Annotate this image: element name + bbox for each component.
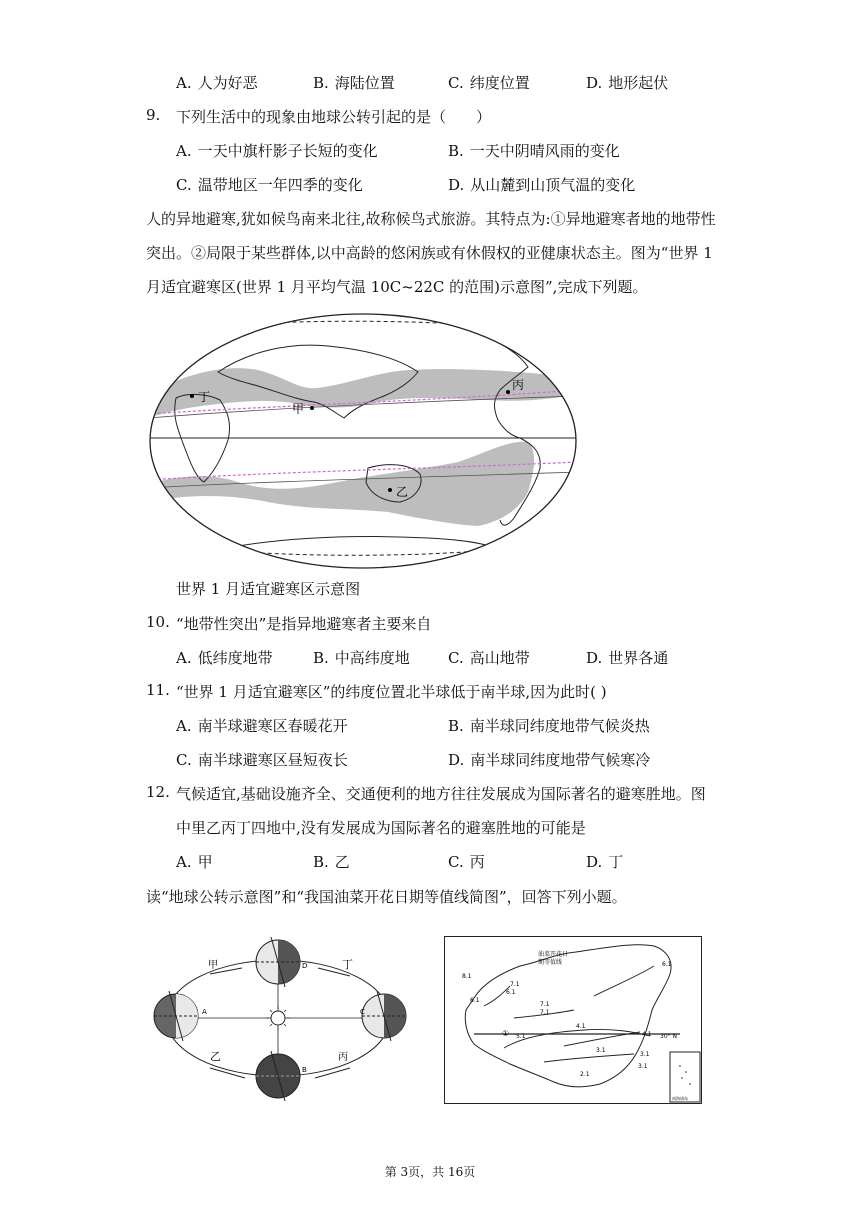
q12-option-b[interactable]: B. 乙	[313, 853, 350, 871]
q10-option-d[interactable]: D. 世界各通	[586, 649, 669, 667]
legend-line-1: 油菜开花日	[538, 951, 569, 958]
isoline-label-0: 8.1	[462, 973, 472, 980]
q11-number: 11.	[146, 681, 170, 699]
q8-option-d[interactable]: D. 地形起伏	[586, 74, 669, 92]
isoline-label-10: 4.1	[642, 1031, 652, 1038]
passage1-line-1: 人的异地避寒,犹如候鸟南来北往,故称候鸟式旅游。其特点为:①异地避寒者地的地带性	[146, 210, 716, 228]
q9-option-d[interactable]: D. 从山麓到山顶气温的变化	[448, 176, 636, 194]
q11-stem: “世界 1 月适宜避寒区”的纬度位置北半球低于南半球,因为此时( )	[176, 683, 607, 701]
q12-option-d[interactable]: D. 丁	[586, 853, 624, 871]
passage1-line-2: 突出。②局限于某些群体,以中高龄的悠闲族或有休假权的亚健康状态主。图为“世界 1	[146, 244, 713, 262]
isoline-label-6: 5.1	[516, 1033, 526, 1040]
world-winter-map	[148, 312, 578, 570]
q9-option-c[interactable]: C. 温带地区一年四季的变化	[176, 176, 363, 194]
q11-option-a[interactable]: A. 南半球避寒区春暖花开	[176, 717, 348, 735]
q10-stem: “地带性突出”是指异地避寒者主要来自	[176, 615, 432, 633]
isoline-label-5: 7.1	[540, 1009, 550, 1016]
orbit-label-d: D	[302, 962, 308, 970]
q12-stem-line-1: 气候适宜,基础设施齐全、交通便利的地方往往发展成为国际著名的避寒胜地。图	[176, 785, 706, 803]
passage2: 读“地球公转示意图”和“我国油菜开花日期等值线简图”，回答下列小题。	[146, 888, 627, 906]
map-label-yi: 乙	[396, 485, 409, 499]
map-label-ding: 丁	[198, 390, 211, 404]
q11-option-d[interactable]: D. 南半球同纬度地带气候寒冷	[448, 751, 651, 769]
q12-option-a[interactable]: A. 甲	[176, 853, 213, 871]
lat-label: 30° N	[660, 1033, 678, 1040]
map1-caption: 世界 1 月适宜避寒区示意图	[176, 580, 361, 598]
earth-revolution-diagram	[150, 932, 415, 1110]
q9-option-a[interactable]: A. 一天中旗杆影子长短的变化	[176, 142, 378, 160]
isoline-label-13: 6.1	[662, 961, 672, 968]
earth-position-d	[256, 937, 300, 987]
q12-option-c[interactable]: C. 丙	[448, 853, 485, 871]
orbit-label-a: A	[202, 1008, 207, 1016]
orbit-label-jia: 甲	[208, 960, 218, 971]
orbit-label-bing: 丙	[338, 1052, 348, 1063]
isoline-label-12: 3.1	[638, 1063, 648, 1070]
isoline-label-8: 3.1	[596, 1047, 606, 1054]
isoline-label-2: 6.1	[506, 989, 516, 996]
page-footer: 第 3页，共 16页	[384, 1165, 476, 1179]
q10-option-a[interactable]: A. 低纬度地带	[176, 649, 273, 667]
q10-option-c[interactable]: C. 高山地带	[448, 649, 530, 667]
q8-option-c[interactable]: C. 纬度位置	[448, 74, 530, 92]
passage1-line-3: 月适宜避寒区(世界 1 月平均气温 10C~22C 的范围)示意图”,完成下列题。	[146, 278, 648, 296]
orbit-label-yi: 乙	[210, 1050, 221, 1063]
q8-option-a[interactable]: A. 人为好恶	[176, 74, 258, 92]
q12-stem-line-2: 中里乙丙丁四地中,没有发展成为国际著名的避塞胜地的可能是	[176, 819, 586, 837]
q9-option-b[interactable]: B. 一天中阴晴风雨的变化	[448, 142, 620, 160]
isoline-label-7: 4.1	[576, 1023, 586, 1030]
legend-line-2: 期等值线	[538, 959, 563, 966]
q9-stem: 下列生活中的现象由地球公转引起的是（ ）	[176, 108, 492, 126]
q11-option-b[interactable]: B. 南半球同纬度地带气候炎热	[448, 717, 650, 735]
orbit-label-c: C	[360, 1008, 365, 1016]
q12-number: 12.	[146, 783, 170, 801]
q10-option-b[interactable]: B. 中高纬度地	[313, 649, 410, 667]
q10-number: 10.	[146, 613, 170, 631]
isoline-label-1: 7.1	[510, 981, 520, 988]
circle-mark: ①	[502, 1029, 510, 1038]
isoline-label-4: 6.1	[470, 997, 480, 1004]
isoline-label-9: 2.1	[580, 1071, 590, 1078]
q9-number: 9.	[146, 106, 161, 124]
inset-label: 南海诸岛	[672, 1096, 688, 1101]
orbit-label-ding: 丁	[342, 958, 353, 971]
earth-position-a	[154, 991, 198, 1041]
map-label-bing: 丙	[512, 378, 525, 392]
isoline-label-3: 7.1	[540, 1001, 550, 1008]
earth-position-c	[362, 991, 406, 1041]
isoline-label-11: 3.1	[640, 1051, 650, 1058]
map-label-jia: 甲	[292, 402, 305, 416]
china-rapeseed-map	[444, 936, 702, 1104]
q11-option-c[interactable]: C. 南半球避寒区昼短夜长	[176, 751, 348, 769]
orbit-label-b: B	[302, 1066, 307, 1074]
earth-position-b	[256, 1051, 300, 1101]
q8-option-b[interactable]: B. 海陆位置	[313, 74, 395, 92]
